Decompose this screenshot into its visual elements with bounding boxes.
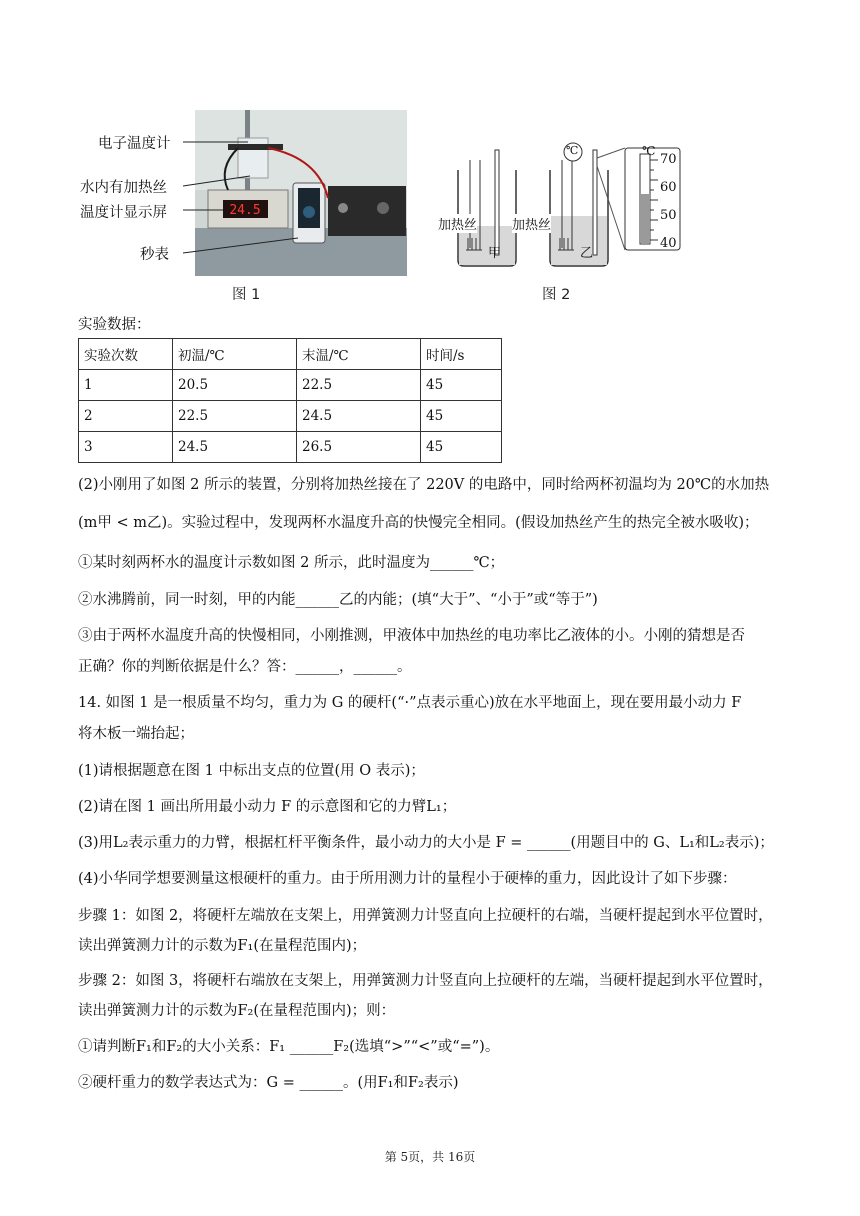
q14-line-3: (1)请根据题意在图 1 中标出支点的位置(用 O 表示)； (78, 763, 425, 779)
display-reading: 24.5 (229, 203, 261, 218)
table-cell: 24.5 (297, 401, 421, 432)
table-header-cell: 实验次数 (79, 339, 173, 370)
q13-2-line-1: (2)小刚用了如图 2 所示的装置，分别将加热丝接在了 220V 的电路中，同时给两杯初温均为 20℃的水加热 (78, 477, 770, 493)
table-cell: 20.5 (173, 370, 297, 401)
table-row (79, 401, 502, 432)
unit-circle-label: ℃ (566, 144, 579, 157)
table-cell: 24.5 (173, 432, 297, 463)
q13-2-sub-2: ②水沸腾前，同一时刻，甲的内能______乙的内能；(填“大于”、“小于”或“等于”) (78, 592, 598, 608)
q14-line-7: 步骤 1：如图 2，将硬杆左端放在支架上，用弹簧测力计竖直向上拉硬杆的右端，当硬杆提起到水平位置时， (78, 908, 773, 924)
label-thermometer-display: 温度计显示屏 (80, 205, 167, 221)
heater-label-a: 加热丝 (438, 214, 477, 233)
cup-b-label: 乙 (580, 246, 594, 261)
beaker-diagram (440, 140, 690, 275)
cup-a-label: 甲 (488, 246, 502, 261)
q14-line-11: ①请判断F₁和F₂的大小关系：F₁ ______F₂(选填“>”“<”或“=”)。 (78, 1039, 500, 1055)
table-cell: 3 (79, 432, 173, 463)
scale-70: 70 (660, 152, 677, 167)
scale-60: 60 (660, 180, 677, 195)
table-header-row (79, 339, 502, 370)
table-cell: 22.5 (297, 370, 421, 401)
q14-line-9: 步骤 2：如图 3，将硬杆右端放在支架上，用弹簧测力计竖直向上拉硬杆的左端，当硬杆提起到水平位置时， (78, 973, 773, 989)
label-stopwatch: 秒表 (140, 247, 169, 263)
experiment-data-table (78, 338, 502, 463)
table-cell: 22.5 (173, 401, 297, 432)
q14-line-12: ②硬杆重力的数学表达式为：G = ______。(用F₁和F₂表示) (78, 1075, 459, 1091)
figure-1 (78, 108, 408, 303)
q14-line-10: 读出弹簧测力计的示数为F₂(在量程范围内)；则： (78, 1003, 396, 1019)
table-cell: 1 (79, 370, 173, 401)
q13-2-sub-3a: ③由于两杯水温度升高的快慢相同，小刚推测，甲液体中加热丝的电功率比乙液体的小。小刚的猜想是否 (78, 628, 745, 644)
q14-line-2: 将木板一端抬起； (78, 726, 194, 742)
table-intro: 实验数据： (78, 317, 151, 333)
figure-2-caption: 图 2 (542, 287, 571, 303)
table-header-cell: 时间/s (421, 339, 502, 370)
q13-2-line-2: (m甲 < m乙)。实验过程中，发现两杯水温度升高的快慢完全相同。(假设加热丝产生的热完全被水吸收)； (78, 515, 759, 531)
figure-2 (440, 140, 690, 275)
scale-50: 50 (660, 208, 677, 223)
heater-label-b: 加热丝 (512, 214, 551, 233)
table-cell: 45 (421, 401, 502, 432)
label-electronic-thermometer: 电子温度计 (98, 136, 171, 152)
q14-line-6: (4)小华同学想要测量这根硬杆的重力。由于所用测力计的量程小于硬棒的重力，因此设计了如下步骤： (78, 871, 737, 887)
label-heater-in-water: 水内有加热丝 (80, 180, 167, 196)
table-cell: 45 (421, 370, 502, 401)
q14-line-5: (3)用L₂表示重力的力臂，根据杠杆平衡条件，最小动力的大小是 F = ______(用题目中的 G、L₁和L₂表示)； (78, 835, 774, 851)
table-cell: 45 (421, 432, 502, 463)
table-header-cell: 初温/℃ (173, 339, 297, 370)
q13-2-sub-3b: 正确？你的判断依据是什么？答：______，______。 (78, 659, 412, 675)
table-row (79, 432, 502, 463)
scale-unit-label: ℃ (642, 144, 656, 158)
figure-1-caption: 图 1 (232, 287, 261, 303)
q13-2-sub-1: ①某时刻两杯水的温度计示数如图 2 所示，此时温度为______℃； (78, 555, 505, 571)
table-header-cell: 末温/℃ (297, 339, 421, 370)
table-row (79, 370, 502, 401)
table-cell: 26.5 (297, 432, 421, 463)
table-cell: 2 (79, 401, 173, 432)
page-footer: 第 5页，共 16页 (384, 1150, 476, 1164)
scale-40: 40 (660, 236, 677, 251)
q14-line-8: 读出弹簧测力计的示数为F₁(在量程范围内)； (78, 938, 367, 954)
q14-line-1: 14. 如图 1 是一根质量不均匀，重力为 G 的硬杆(“·”点表示重心)放在水平地面上，现在要用最小动力 F (78, 695, 742, 711)
q14-line-4: (2)请在图 1 画出所用最小动力 F 的示意图和它的力臂L₁； (78, 799, 457, 815)
